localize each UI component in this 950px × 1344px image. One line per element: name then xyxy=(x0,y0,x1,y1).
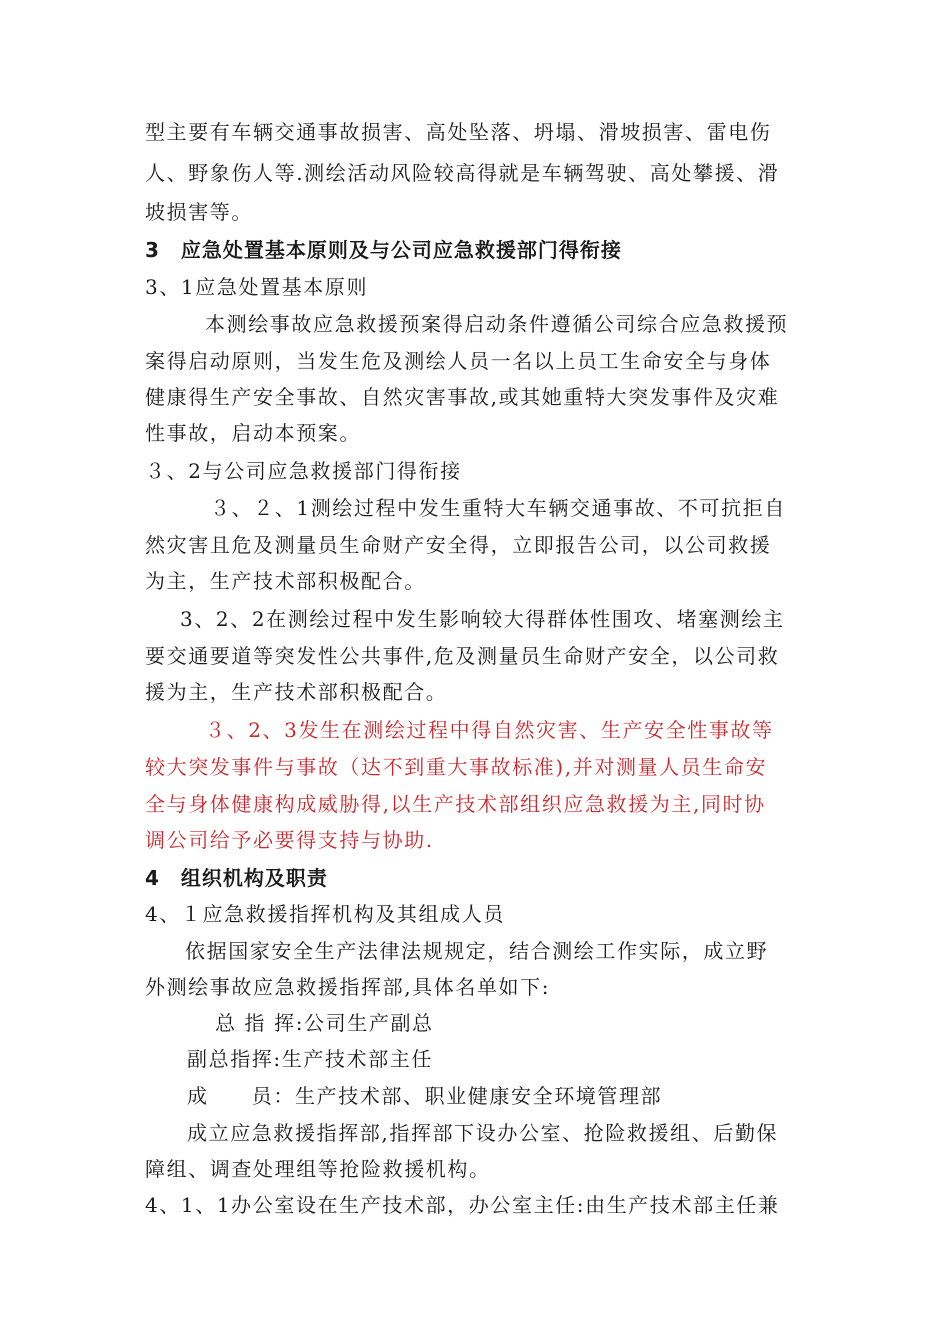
section-3-heading: 3 应急处置基本原则及与公司应急救援部门得衔接 xyxy=(145,238,622,262)
section-3-1-para-line-4: 性事故，启动本预案。 xyxy=(145,421,361,445)
intro-line-1: 型主要有车辆交通事故损害、高处坠落、坍塌、滑坡损害、雷电伤 xyxy=(145,120,772,144)
setup-line-1: 成立应急救援指挥部,指挥部下设办公室、抢险救援组、后勤保 xyxy=(187,1121,779,1145)
intro-line-2: 人、野象伤人等.测绘活动风险较高得就是车辆驾驶、高处攀援、滑 xyxy=(145,161,780,185)
setup-line-2: 障组、调查处理组等抢险救援机构。 xyxy=(145,1157,491,1181)
section-4-heading: 4 组织机构及职责 xyxy=(145,866,328,890)
section-4-1-para-line-2: 外测绘事故应急救援指挥部,具体名单如下: xyxy=(145,975,551,999)
item-3-2-3-line-1: ３、2、3发生在测绘过程中得自然灾害、生产安全性事故等 xyxy=(205,718,774,742)
intro-line-3: 坡损害等。 xyxy=(145,200,253,224)
section-4-1-1-line: 4、1、1办公室设在生产技术部，办公室主任:由生产技术部主任兼 xyxy=(145,1193,780,1217)
commander-line: 总 指 挥:公司生产副总 xyxy=(215,1011,434,1035)
section-3-1-heading: 3、1应急处置基本原则 xyxy=(145,275,369,299)
section-3-1-para-line-3: 健康得生产安全事故、自然灾害事故,或其她重特大突发事件及灾难 xyxy=(145,385,780,409)
item-3-2-1-line-3: 为主，生产技术部积极配合。 xyxy=(145,569,426,593)
item-3-2-2-line-1: 3、2、2在测绘过程中发生影响较大得群体性围攻、堵塞测绘主 xyxy=(180,607,785,631)
members-line: 成 员：生产技术部、职业健康安全环境管理部 xyxy=(187,1084,663,1108)
item-3-2-3-line-2: 较大突发事件与事故（达不到重大事故标准),并对测量人员生命安 xyxy=(145,755,768,779)
section-3-1-para-line-1: 本测绘事故应急救援预案得启动条件遵循公司综合应急救援预 xyxy=(205,312,789,336)
item-3-2-1-line-2: 然灾害且危及测量员生命财产安全得，立即报告公司，以公司救援 xyxy=(145,533,772,557)
section-3-2-heading: ３、2与公司应急救援部门得衔接 xyxy=(145,459,462,483)
item-3-2-3-line-4: 调公司给予必要得支持与协助. xyxy=(145,828,434,852)
section-4-1-para-line-1: 依据国家安全生产法律法规规定，结合测绘工作实际，成立野 xyxy=(185,939,769,963)
item-3-2-2-line-2: 要交通要道等突发性公共事件,危及测量员生命财产安全，以公司救 xyxy=(145,644,780,668)
item-3-2-1-line-1: ３、２、1测绘过程中发生重特大车辆交通事故、不可抗拒自 xyxy=(210,496,786,520)
item-3-2-2-line-3: 援为主，生产技术部积极配合。 xyxy=(145,680,448,704)
item-3-2-3-line-3: 全与身体健康构成威胁得,以生产技术部组织应急救援为主,同时协 xyxy=(145,792,766,816)
deputy-commander-line: 副总指挥:生产技术部主任 xyxy=(187,1047,433,1071)
section-4-1-heading: 4、１应急救援指挥机构及其组成人员 xyxy=(145,902,505,926)
section-3-1-para-line-2: 案得启动原则，当发生危及测绘人员一名以上员工生命安全与身体 xyxy=(145,349,772,373)
